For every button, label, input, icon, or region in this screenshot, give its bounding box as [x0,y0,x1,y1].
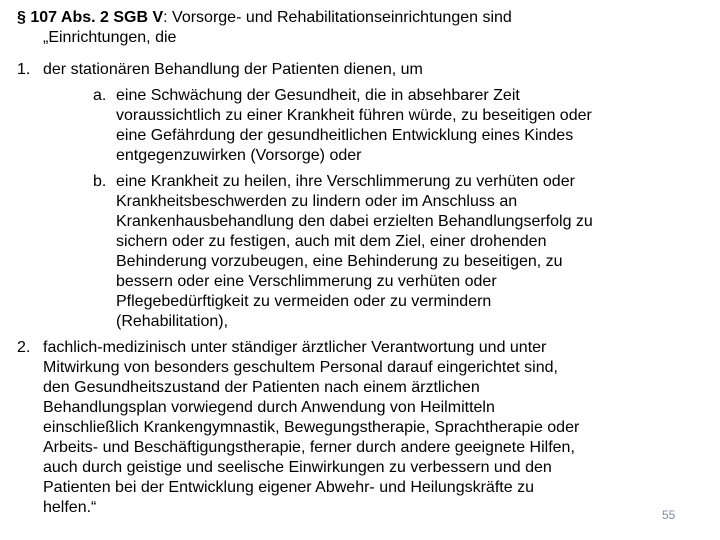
subitem-b-line: Pflegebedürftigkeit zu vermeiden oder zu vermindern [116,293,492,310]
heading-colon: : [163,9,168,26]
subitem-b-line: Behinderung vorzubeugen, eine Behinderung zu beseitigen, zu [116,253,563,270]
subitem-a-line: voraussichtlich zu einer Krankheit führen würde, zu beseitigen oder [116,107,592,124]
heading-text: Vorsorge- und Rehabilitationseinrichtungen sind [167,9,512,26]
heading-continuation: „Einrichtungen, die [43,29,177,46]
item-1-marker: 1. [17,61,31,78]
item-2-marker: 2. [17,339,31,356]
subitem-a-line: eine Schwächung der Gesundheit, die in absehbarer Zeit [116,87,520,104]
subitem-a-line: eine Gefährdung der gesundheitlichen Entwicklung eines Kindes [116,127,574,144]
item-2-line: den Gesundheitszustand der Patienten nach einem ärztlichen [43,379,480,396]
subitem-b-line: Krankenhausbehandlung den dabei erzielten Behandlungserfolg zu [116,213,593,230]
heading-line [17,8,512,28]
item-2-line: Behandlungsplan vorwiegend durch Anwendung von Heilmitteln [43,399,495,416]
item-2-line: Mitwirkung von besonders geschultem Personal darauf eingerichtet sind, [43,359,558,376]
subitem-a-marker: a. [93,87,107,104]
item-2-line: einschließlich Krankengymnastik, Bewegungstherapie, Sprachtherapie oder [43,419,580,436]
item-2-line: Patienten bei der Entwicklung eigener Abwehr- und Heilungskräfte zu [43,479,534,496]
subitem-b-marker: b. [93,173,107,190]
item-2-line: auch durch geistige und seelische Einwirkungen zu verbessern und den [43,459,552,476]
item-2-line: helfen.“ [43,499,97,516]
subitem-a-line: entgegenzuwirken (Vorsorge) oder [116,147,362,164]
item-1-text: der stationären Behandlung der Patienten dienen, um [43,61,423,78]
subitem-b-line: sichern oder zu festigen, auch mit dem Ziel, einer drohenden [116,233,547,250]
subitem-b-line: (Rehabilitation), [116,313,229,330]
item-2-line: fachlich-medizinisch unter ständiger ärztlicher Verantwortung und unter [43,339,547,356]
page-number: 55 [662,508,676,522]
subitem-b-line: Krankheitsbeschwerden zu lindern oder im Anschluss an [116,193,518,210]
legal-reference: § 107 Abs. 2 SGB V [17,9,164,26]
item-2-line: Arbeits- und Beschäftigungstherapie, ferner durch andere geeignete Hilfen, [43,439,575,456]
subitem-b-line: bessern oder eine Verschlimmerung zu verhüten oder [116,273,497,290]
subitem-b-line: eine Krankheit zu heilen, ihre Verschlimmerung zu verhüten oder [116,173,575,190]
